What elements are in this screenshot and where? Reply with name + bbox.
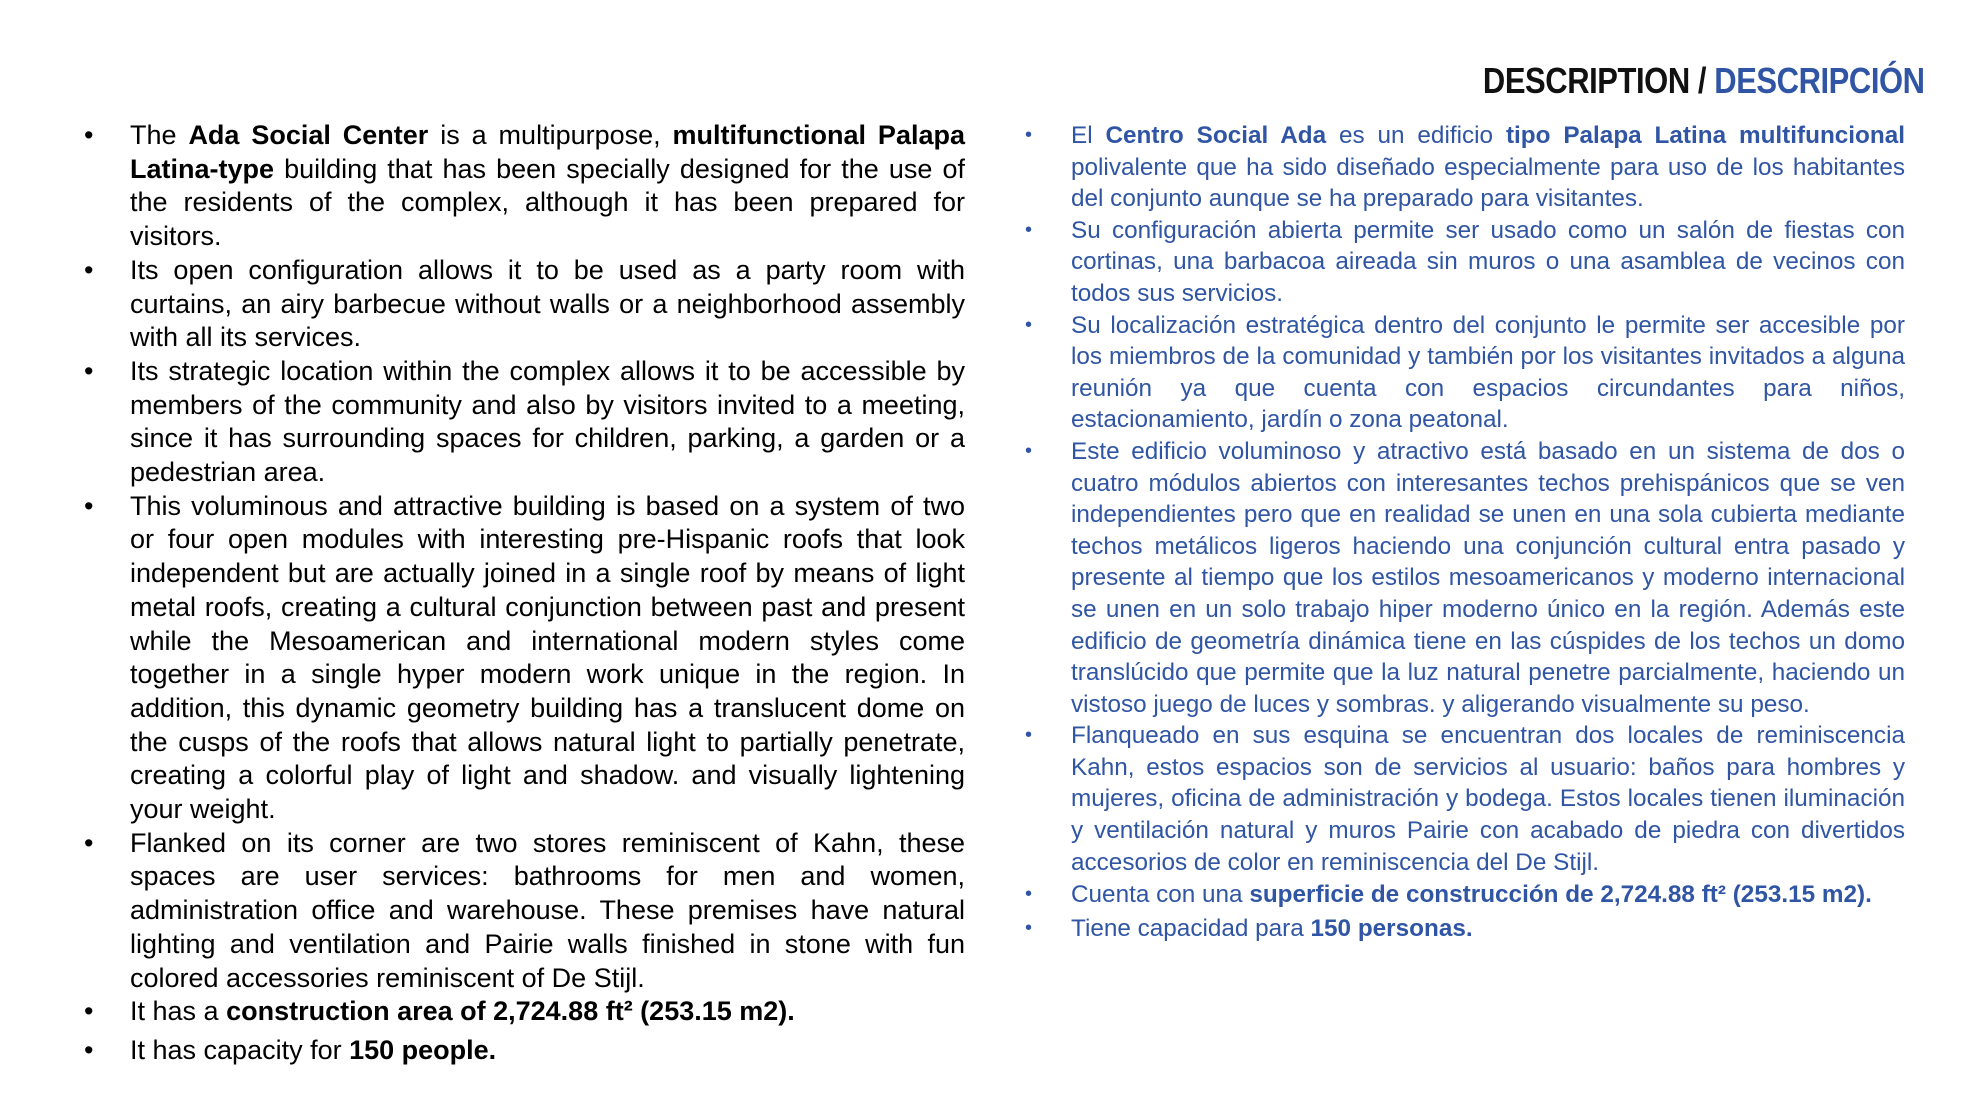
bullet-icon: • (1025, 124, 1033, 146)
header-spanish: DESCRIPCIÓN (1714, 60, 1925, 101)
bullet-icon: • (84, 1034, 94, 1065)
page-header (1483, 60, 1925, 102)
english-item-location: • Its strategic location within the complex allows it to be accessible by members of the community and also by visitors invited to a meeting, since it has surrounding spaces for children, parking, a garden or a pedestrian area. (84, 355, 965, 488)
english-item-stores: • Flanked on its corner are two stores reminiscent of Kahn, these spaces are user services: bathrooms for men and women, administration office and warehouse. These premises have natural lighting and ventilation and Pairie walls finished in stone with fun colored accessories reminiscent of De Stijl. (84, 827, 965, 993)
english-item-area: • It has a construction area of 2,724.88 ft² (253.15 m2). (130, 995, 965, 1029)
bullet-icon: • (84, 355, 94, 386)
spanish-item-area: • Cuenta con una superficie de construcción de 2,724.88 ft² (253.15 m2). (1071, 878, 1905, 912)
header-separator: / (1690, 60, 1715, 101)
spanish-item-building: • Este edificio voluminoso y atractivo está basado en un sistema de dos o cuatro módulos abiertos con interesantes techos prehispánicos que se ven independientes pero que en realidad se unen en una sola cubierta mediante techos metálicos ligeros haciendo una conjunción cultural entra pasado y presente al tiempo que los estilos mesoamericanos y moderno internacional se unen en un solo trabajo hiper moderno único en la región. Además este edificio de geometría dinámica tiene en las cúspides de los techos un domo translúcido que permite que la luz natural penetre parcialmente, haciendo un vistoso juego de luces y sombras. y aligerando visualmente su peso. (1025, 437, 1905, 718)
spanish-item-configuration: • Su configuración abierta permite ser usado como un salón de fiestas con cortinas, una barbacoa aireada sin muros o una asamblea de vecinos con todos sus servicios. (1025, 216, 1905, 307)
building-name: Ada Social Center (188, 120, 429, 150)
english-item-intro: • The Ada Social Center is a multipurpose, multifunctional Palapa Latina-type building that has been specially designed for the use of the residents of the complex, although it has been prepared for visitors. (84, 120, 965, 252)
bullet-icon: • (1025, 218, 1033, 241)
english-item-configuration: • Its open configuration allows it to be used as a party room with curtains, an airy barbecue without walls or a neighborhood assembly with all its services. (84, 254, 965, 353)
building-type: multifunctional Palapa Latina-type (130, 120, 965, 184)
spanish-item-location: • Su localización estratégica dentro del conjunto le permite ser accesible por los miembros de la comunidad y también por los visitantes invitados a alguna reunión ya que cuenta con espacios circundantes para niños, estacionamiento, jardín o zona peatonal. (1025, 311, 1905, 434)
english-item-capacity: • It has capacity for 150 people. (130, 1034, 965, 1068)
spanish-item-stores: • Flanqueado en sus esquina se encuentran dos locales de reminiscencia Kahn, estos espacios son de servicios al usuario: baños para hombres y mujeres, oficina de administración y bodega. Estos locales tienen iluminación y ventilación natural y muros Pairie con acabado de piedra con divertidos accesorios de color en reminiscencia del De Stijl. (1025, 722, 1905, 876)
bullet-icon: • (1025, 883, 1033, 906)
spanish-item-capacity: • Tiene capacidad para 150 personas. (1071, 913, 1905, 945)
bullet-icon: • (1025, 439, 1033, 462)
capacity-value: 150 people. (349, 1034, 497, 1065)
bullet-icon: • (84, 827, 94, 858)
spanish-item-intro: • El Centro Social Ada es un edificio tipo Palapa Latina multifuncional polivalente que ha sido diseñado especialmente para uso de los habitantes del conjunto aunque se ha preparado para visitantes. (1025, 122, 1905, 213)
construction-area: superficie de construcción de 2,724.88 ft² (253.15 m2). (1249, 881, 1872, 909)
bullet-icon: • (84, 254, 94, 285)
bullet-icon: • (84, 996, 94, 1027)
english-description-list (84, 119, 965, 1068)
bullet-icon: • (84, 120, 94, 150)
bullet-icon: • (1025, 724, 1033, 747)
english-item-building: • This voluminous and attractive building is based on a system of two or four open modules with interesting pre-Hispanic roofs that look independent but are actually joined in a single roof by means of light metal roofs, creating a cultural conjunction between past and present while the Mesoamerican and international modern styles come together in a single hyper modern work unique in the region. In addition, this dynamic geometry building has a translucent dome on the cusps of the roofs that allows natural light to partially penetrate, creating a colorful play of light and shadow. and visually lightening your weight. (84, 490, 965, 825)
bullet-icon: • (1025, 916, 1033, 939)
bullet-icon: • (1025, 313, 1033, 336)
capacity-value: 150 personas. (1310, 914, 1473, 942)
building-name: Centro Social Ada (1105, 122, 1327, 149)
bullet-icon: • (84, 490, 94, 521)
building-type: tipo Palapa Latina multifuncional (1505, 122, 1905, 149)
header-english: DESCRIPTION (1483, 60, 1691, 101)
spanish-description-list (1025, 120, 1905, 944)
construction-area: construction area of 2,724.88 ft² (253.15 m2). (226, 996, 795, 1027)
